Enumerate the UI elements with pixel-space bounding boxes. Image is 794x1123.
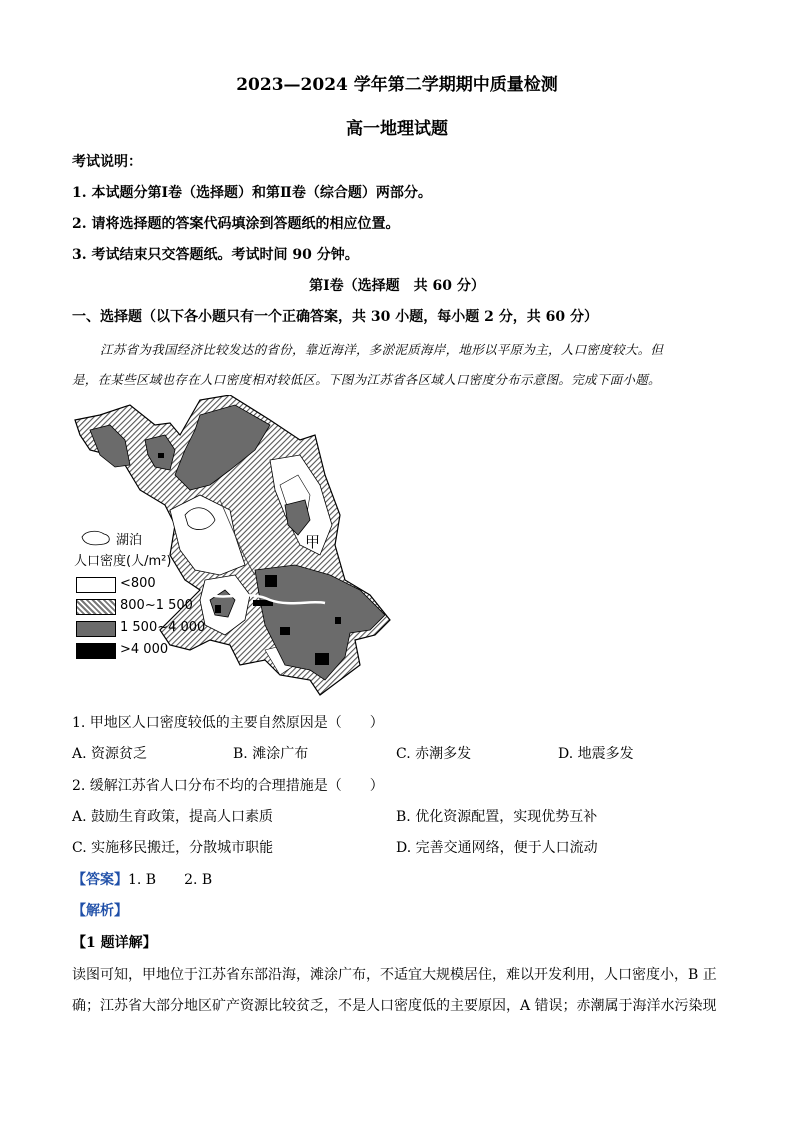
option-b: B. 优化资源配置，实现优势互补 — [396, 809, 598, 825]
very-dense-spot — [315, 653, 329, 665]
instructions-heading: 考试说明： — [72, 154, 142, 170]
part-title: 一、选择题（以下各小题只有一个正确答案，共 30 小题，每小题 2 分，共 60 分） — [72, 309, 598, 325]
option-c: C. 赤潮多发 — [396, 746, 472, 762]
legend-swatch — [76, 621, 116, 637]
analysis-label: 【解析】 — [72, 903, 128, 919]
very-dense-spot — [335, 617, 341, 624]
instruction-item: 2. 请将选择题的答案代码填涂到答题纸的相应位置。 — [72, 216, 400, 232]
very-dense-spot — [215, 605, 221, 613]
legend-label: 800~1 500 — [120, 598, 193, 613]
lake-label: 湖泊 — [116, 533, 143, 548]
legend-label: 1 500~4 000 — [120, 620, 206, 635]
answer-line — [72, 869, 212, 889]
option-b: B. 滩涂广布 — [233, 746, 309, 762]
question-stem: 1. 甲地区人口密度较低的主要自然原因是（ ） — [72, 715, 384, 731]
answer-label: 【答案】 — [72, 872, 128, 888]
exam-title: 2023—2024 学年第二学期期中质量检测 — [236, 75, 558, 95]
legend-label: <800 — [120, 576, 156, 591]
legend-title: 人口密度(人/m²) — [74, 554, 172, 569]
instruction-item: 1. 本试题分第Ⅰ卷（选择题）和第Ⅱ卷（综合题）两部分。 — [72, 185, 432, 201]
legend-label: >4 000 — [120, 642, 169, 657]
option-a: A. 鼓励生育政策，提高人口素质 — [72, 809, 274, 825]
detail-line: 确；江苏省大部分地区矿产资源比较贫乏，不是人口密度低的主要原因，A 错误；赤潮属于海洋水污染现 — [72, 998, 717, 1014]
legend-swatch — [76, 643, 116, 659]
detail-label: 【1 题详解】 — [72, 935, 157, 951]
population-density-map — [70, 395, 400, 700]
legend-swatch — [76, 599, 116, 615]
very-dense-spot — [265, 575, 277, 587]
passage-line: 江苏省为我国经济比较发达的省份，靠近海洋，多淤泥质海岸，地形以平原为主，人口密度较大。但 — [100, 342, 664, 357]
detail-line: 读图可知，甲地位于江苏省东部沿海，滩涂广布，不适宜大规模居住，难以开发利用，人口密度小，B 正 — [72, 967, 717, 983]
lake-legend-shape — [82, 531, 109, 545]
very-dense-spot — [280, 627, 290, 635]
option-d: D. 地震多发 — [558, 746, 634, 762]
option-c: C. 实施移民搬迁，分散城市职能 — [72, 840, 274, 856]
option-d: D. 完善交通网络，便于人口流动 — [396, 840, 598, 856]
exam-subtitle: 高一地理试题 — [346, 119, 448, 139]
answer-text: 1. B 2. B — [128, 872, 213, 888]
option-a: A. 资源贫乏 — [72, 746, 148, 762]
very-dense-spot — [158, 453, 164, 458]
instruction-item: 3. 考试结束只交答题纸。考试时间 90 分钟。 — [72, 247, 359, 263]
legend-swatch — [76, 577, 116, 593]
volume-title: 第Ⅰ卷（选择题 共 60 分） — [309, 278, 485, 294]
passage-line: 是，在某些区域也存在人口密度相对较低区。下图为江苏省各区域人口密度分布示意图。完成下面小题。 — [72, 372, 661, 387]
question-stem: 2. 缓解江苏省人口分布不均的合理措施是（ ） — [72, 778, 384, 794]
place-label-jia: 甲 — [305, 533, 321, 551]
